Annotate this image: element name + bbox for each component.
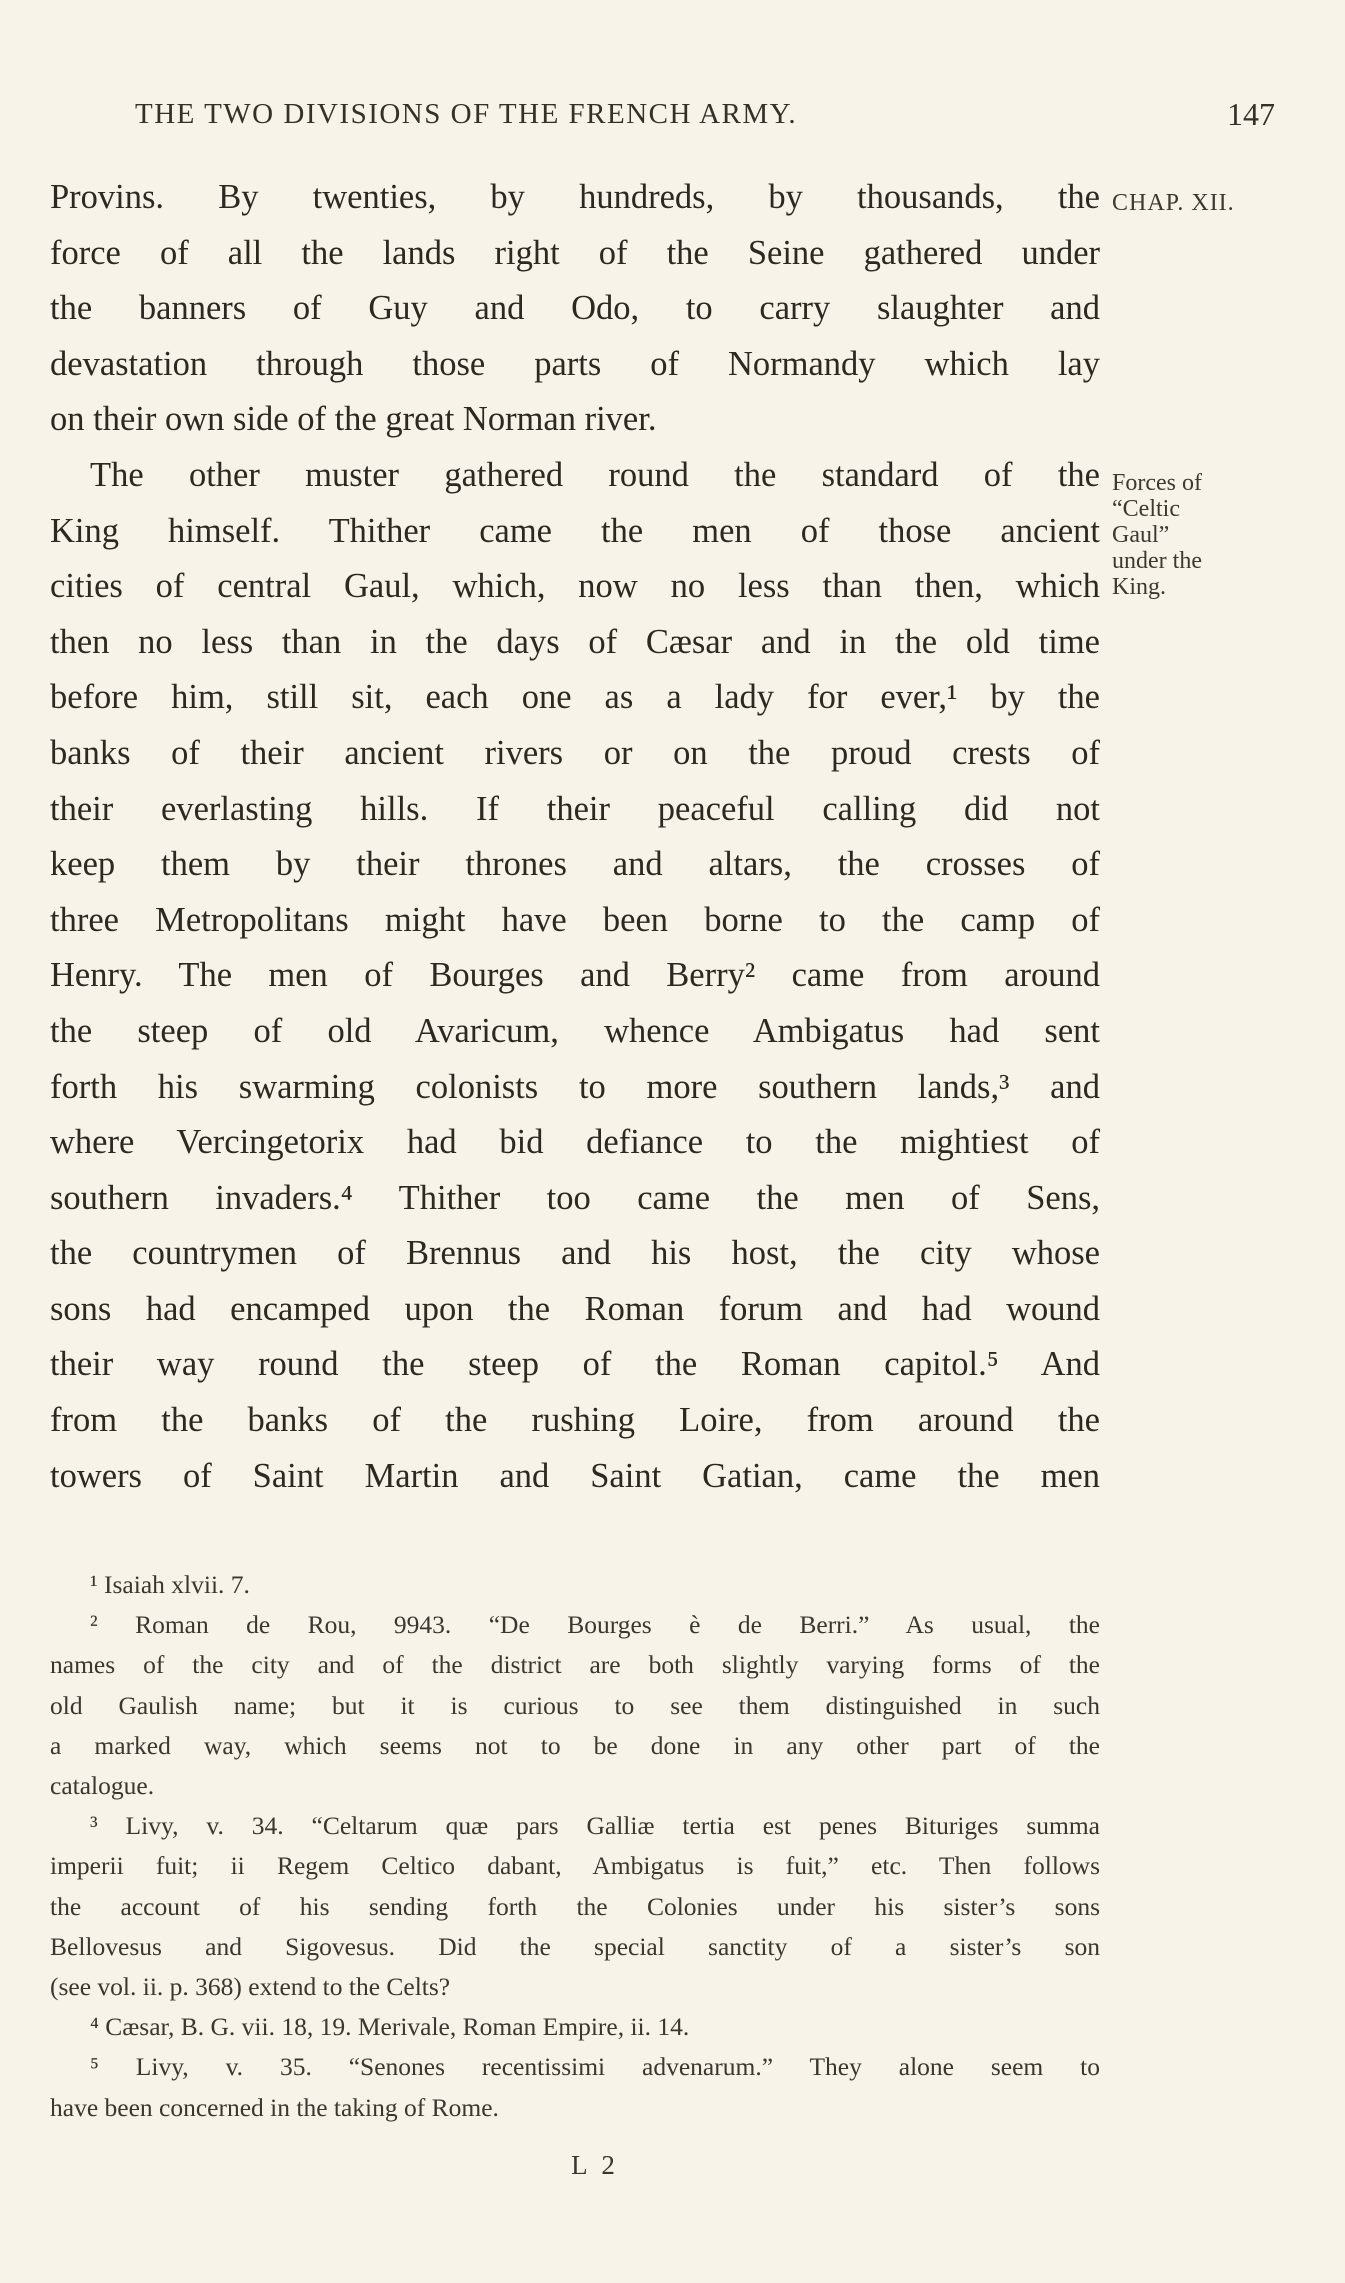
printer-signature: L 2	[571, 2150, 619, 2180]
body-line: Provins. By twenties, by hundreds, by thousands, the	[50, 178, 1100, 216]
body-text	[50, 170, 1100, 1504]
marginal-note-line: Gaul”	[1112, 522, 1170, 548]
body-line: devastation through those parts of Normandy which lay	[50, 344, 1100, 383]
body-line: from the banks of the rushing Loire, from around the	[50, 1401, 1100, 1440]
body-line: The other muster gathered round the standard of the	[90, 455, 1100, 494]
body-line: Henry. The men of Bourges and Berry² came from around	[50, 956, 1100, 995]
footnote-line: a marked way, which seems not to be done in any other part of the	[50, 1730, 1100, 1760]
marginal-note-line: Forces of	[1112, 470, 1202, 496]
marginal-note-line: King.	[1112, 574, 1166, 600]
body-line: then no less than in the days of Cæsar and in the old time	[50, 622, 1100, 661]
body-line: keep them by their thrones and altars, the crosses of	[50, 845, 1100, 884]
footnote-line: ¹ Isaiah xlvii. 7.	[90, 1570, 250, 1599]
body-line: southern invaders.⁴ Thither too came the men of Sens,	[50, 1178, 1100, 1217]
footnote-line: catalogue.	[50, 1771, 155, 1801]
marginal-note-line: under the	[1112, 548, 1202, 574]
body-line: the countrymen of Brennus and his host, the city whose	[50, 1234, 1100, 1273]
body-line: the banners of Guy and Odo, to carry slaughter and	[50, 289, 1100, 328]
body-line: three Metropolitans might have been borne to the camp of	[50, 900, 1100, 939]
running-head-title: THE TWO DIVISIONS OF THE FRENCH ARMY.	[135, 97, 798, 130]
body-line: before him, still sit, each one as a lady for ever,¹ by the	[50, 678, 1100, 717]
footnote-line: names of the city and of the district are both slightly varying forms of the	[50, 1650, 1100, 1680]
footnotes	[50, 1565, 1100, 2128]
footnote-line: ⁴ Cæsar, B. G. vii. 18, 19. Merivale, Roman Empire, ii. 14.	[90, 2012, 690, 2042]
body-line: cities of central Gaul, which, now no less than then, which	[50, 567, 1100, 606]
body-line: forth his swarming colonists to more southern lands,³ and	[50, 1067, 1100, 1106]
body-line: where Vercingetorix had bid defiance to the mightiest of	[50, 1123, 1100, 1162]
footnote-line: ² Roman de Rou, 9943. “De Bourges è de Berri.” As usual, the	[90, 1610, 1100, 1640]
body-line: their everlasting hills. If their peaceful calling did not	[50, 789, 1100, 828]
footnote-line: Bellovesus and Sigovesus. Did the special sanctity of a sister’s son	[50, 1931, 1100, 1961]
body-line: sons had encamped upon the Roman forum and had wound	[50, 1289, 1100, 1328]
body-line: King himself. Thither came the men of those ancient	[50, 511, 1100, 550]
footnote-line: ³ Livy, v. 34. “Celtarum quæ pars Galliæ tertia est penes Bituriges summa	[90, 1811, 1100, 1841]
footnote-line: imperii fuit; ii Regem Celtico dabant, Ambigatus is fuit,” etc. Then follows	[50, 1851, 1100, 1881]
marginal-note	[1112, 470, 1262, 600]
body-line: the steep of old Avaricum, whence Ambigatus had sent	[50, 1011, 1100, 1050]
footnote-line: old Gaulish name; but it is curious to see them distinguished in such	[50, 1690, 1100, 1720]
body-line: banks of their ancient rivers or on the proud crests of	[50, 733, 1100, 772]
body-line: their way round the steep of the Roman capitol.⁵ And	[50, 1345, 1100, 1384]
running-head	[135, 90, 1275, 138]
body-line: on their own side of the great Norman river.	[50, 400, 657, 439]
footnote-line: ⁵ Livy, v. 35. “Senones recentissimi advenarum.” They alone seem to	[90, 2052, 1100, 2082]
chapter-sidenote: CHAP. XII.	[1112, 190, 1235, 216]
footnote-line: (see vol. ii. p. 368) extend to the Celts?	[50, 1972, 451, 2002]
footnote-line: have been concerned in the taking of Rome.	[50, 2092, 499, 2122]
body-line: towers of Saint Martin and Saint Gatian, came the men	[50, 1456, 1100, 1495]
body-line: force of all the lands right of the Seine gathered under	[50, 233, 1100, 272]
page-number: 147	[1227, 95, 1275, 132]
footnote-line: the account of his sending forth the Colonies under his sister’s sons	[50, 1891, 1100, 1921]
marginal-note-line: “Celtic	[1112, 496, 1180, 522]
